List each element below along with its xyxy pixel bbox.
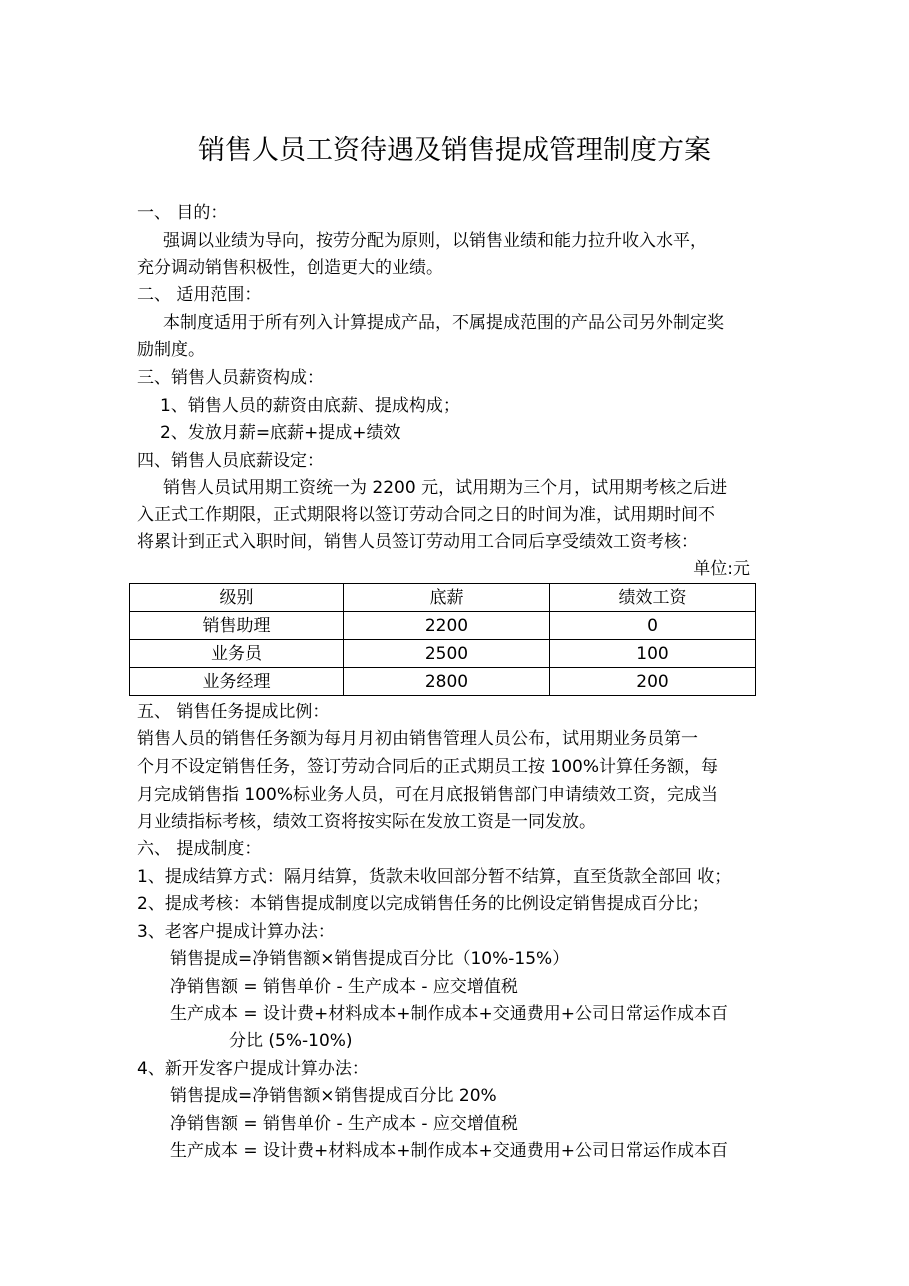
list-item: 2、提成考核：本销售提成制度以完成销售任务的比例设定销售提成百分比； xyxy=(137,894,709,914)
paragraph-line: 销售人员试用期工资统一为 2200 元，试用期为三个月，试用期考核之后进 xyxy=(163,478,728,498)
table-header-cell: 级别 xyxy=(130,584,344,612)
paragraph-line: 月完成销售指 100%标业务人员，可在月底报销售部门申请绩效工资，完成当 xyxy=(137,785,719,805)
table-header-cell: 绩效工资 xyxy=(550,584,756,612)
formula-line: 生产成本 = 设计费+材料成本+制作成本+交通费用+公司日常运作成本百 xyxy=(170,1004,729,1024)
formula-line: 净销售额 = 销售单价 - 生产成本 - 应交增值税 xyxy=(170,977,518,997)
paragraph-line: 将累计到正式入职时间，销售人员签订劳动用工合同后享受绩效工资考核： xyxy=(137,532,698,552)
paragraph-line: 本制度适用于所有列入计算提成产品，不属提成范围的产品公司另外制定奖 xyxy=(163,313,724,333)
table-cell: 业务经理 xyxy=(130,668,344,696)
table-cell: 2500 xyxy=(344,640,550,668)
formula-line: 销售提成=净销售额×销售提成百分比（10%-15%） xyxy=(170,949,570,969)
unit-label: 单位:元 xyxy=(693,559,750,579)
list-item: 1、销售人员的薪资由底薪、提成构成； xyxy=(160,396,460,416)
table-cell: 200 xyxy=(550,668,756,696)
section-heading-purpose: 一、 目的： xyxy=(137,203,228,223)
section-heading-scope: 二、 适用范围： xyxy=(137,285,262,305)
paragraph-line: 个月不设定销售任务，签订劳动合同后的正式期员工按 100%计算任务额，每 xyxy=(137,757,719,777)
paragraph-line: 入正式工作期限，正式期限将以签订劳动合同之日的时间为准，试用期时间不 xyxy=(137,505,715,525)
section-heading-salary-structure: 三、销售人员薪资构成： xyxy=(137,368,324,388)
table-cell: 销售助理 xyxy=(130,612,344,640)
list-item: 1、提成结算方式：隔月结算，货款未收回部分暂不结算，直至货款全部回 收； xyxy=(137,867,732,887)
paragraph-line: 月业绩指标考核，绩效工资将按实际在发放工资是一同发放。 xyxy=(137,812,596,832)
formula-line: 生产成本 = 设计费+材料成本+制作成本+交通费用+公司日常运作成本百 xyxy=(170,1141,729,1161)
paragraph-line: 励制度。 xyxy=(137,340,205,360)
formula-line: 销售提成=净销售额×销售提成百分比 20% xyxy=(170,1086,497,1106)
table-header-cell: 底薪 xyxy=(344,584,550,612)
table-header-row xyxy=(130,584,756,612)
section-heading-sales-task: 五、 销售任务提成比例： xyxy=(137,702,330,722)
table-row xyxy=(130,640,756,668)
document-title: 销售人员工资待遇及销售提成管理制度方案 xyxy=(198,135,711,166)
section-heading-base-salary: 四、销售人员底薪设定： xyxy=(137,451,324,471)
list-item: 2、发放月薪=底薪+提成+绩效 xyxy=(160,423,401,443)
table-cell: 2200 xyxy=(344,612,550,640)
table-cell: 0 xyxy=(550,612,756,640)
formula-line: 分比 (5%-10%) xyxy=(229,1031,353,1051)
formula-line: 净销售额 = 销售单价 - 生产成本 - 应交增值税 xyxy=(170,1114,518,1134)
table-cell: 100 xyxy=(550,640,756,668)
salary-table xyxy=(129,583,756,696)
table-row xyxy=(130,612,756,640)
paragraph-line: 充分调动销售积极性，创造更大的业绩。 xyxy=(137,258,443,278)
table-row xyxy=(130,668,756,696)
paragraph-line: 销售人员的销售任务额为每月月初由销售管理人员公布，试用期业务员第一 xyxy=(137,729,698,749)
section-heading-commission: 六、 提成制度： xyxy=(137,839,262,859)
list-item: 3、老客户提成计算办法： xyxy=(137,922,335,942)
paragraph-line: 强调以业绩为导向，按劳分配为原则，以销售业绩和能力拉升收入水平， xyxy=(163,231,707,251)
table-cell: 业务员 xyxy=(130,640,344,668)
list-item: 4、新开发客户提成计算办法： xyxy=(137,1059,369,1079)
table-cell: 2800 xyxy=(344,668,550,696)
